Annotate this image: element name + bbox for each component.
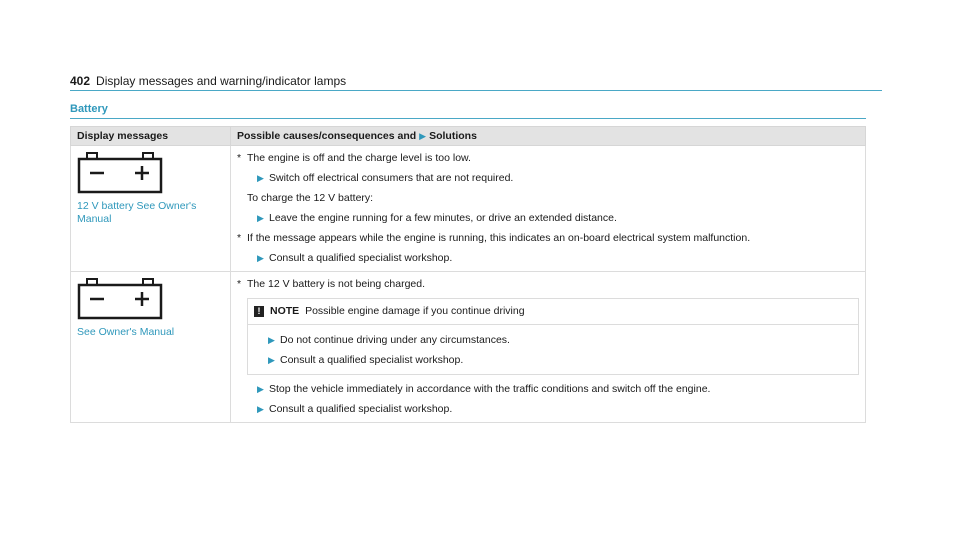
display-message-cell bbox=[71, 272, 231, 423]
instruction-text: To charge the 12 V battery: bbox=[247, 192, 374, 204]
table-row bbox=[71, 272, 866, 423]
triangle-right-icon: ▶ bbox=[257, 253, 264, 263]
action-step: ▶ Consult a qualified specialist workshop. bbox=[257, 403, 453, 415]
battery-icon bbox=[77, 152, 163, 194]
note-divider bbox=[248, 324, 858, 334]
triangle-right-icon: ▶ bbox=[257, 404, 264, 414]
page-header bbox=[70, 74, 346, 88]
col2-header-suffix: Solutions bbox=[429, 130, 477, 142]
triangle-right-icon: ▶ bbox=[257, 213, 264, 223]
display-messages-table bbox=[70, 126, 866, 423]
action-step: ▶ Switch off electrical consumers that are not required. bbox=[257, 172, 514, 184]
page-number: 402 bbox=[70, 74, 91, 88]
note-label: NOTE bbox=[270, 305, 300, 317]
col2-header-prefix: Possible causes/consequences and bbox=[237, 130, 417, 142]
action-step: ▶ Stop the vehicle immediately in accordance with the traffic conditions and switch off the engine. bbox=[257, 383, 711, 395]
action-step: ▶ Consult a qualified specialist workshop. bbox=[268, 354, 464, 366]
triangle-right-icon: ▶ bbox=[257, 173, 264, 183]
causes-solutions-cell bbox=[231, 272, 866, 423]
cause-bullet: * The engine is off and the charge level is too low. bbox=[237, 152, 471, 164]
display-message-label: 12 V battery See Owner's Manual bbox=[77, 200, 197, 225]
action-step: ▶ Leave the engine running for a few minutes, or drive an extended distance. bbox=[257, 212, 617, 224]
battery-icon bbox=[77, 278, 163, 320]
triangle-right-icon: ▶ bbox=[268, 335, 275, 345]
triangle-right-icon: ▶ bbox=[268, 355, 275, 365]
note-box bbox=[247, 298, 859, 375]
note-header bbox=[254, 305, 850, 318]
header-rule bbox=[70, 90, 882, 91]
triangle-right-icon: ▶ bbox=[419, 131, 427, 141]
table-row bbox=[71, 146, 866, 272]
section-title: Battery bbox=[70, 103, 108, 115]
causes-solutions-cell bbox=[231, 146, 866, 272]
cause-bullet: * The 12 V battery is not being charged. bbox=[237, 278, 426, 290]
section-rule bbox=[70, 118, 866, 119]
col-display-messages-header: Display messages bbox=[71, 127, 231, 146]
col-causes-solutions-header bbox=[231, 127, 866, 146]
exclamation-icon: ! bbox=[254, 306, 264, 317]
action-step: ▶ Do not continue driving under any circumstances. bbox=[268, 334, 510, 346]
action-step: ▶ Consult a qualified specialist workshop. bbox=[257, 252, 453, 264]
table-header-row bbox=[71, 127, 866, 146]
display-message-label: See Owner's Manual bbox=[77, 326, 175, 338]
triangle-right-icon: ▶ bbox=[257, 384, 264, 394]
note-title: Possible engine damage if you continue driving bbox=[305, 305, 525, 317]
chapter-title: Display messages and warning/indicator lamps bbox=[96, 74, 347, 88]
display-message-cell bbox=[71, 146, 231, 272]
cause-bullet: * If the message appears while the engine is running, this indicates an on-board electrical system malfunction. bbox=[237, 232, 751, 244]
